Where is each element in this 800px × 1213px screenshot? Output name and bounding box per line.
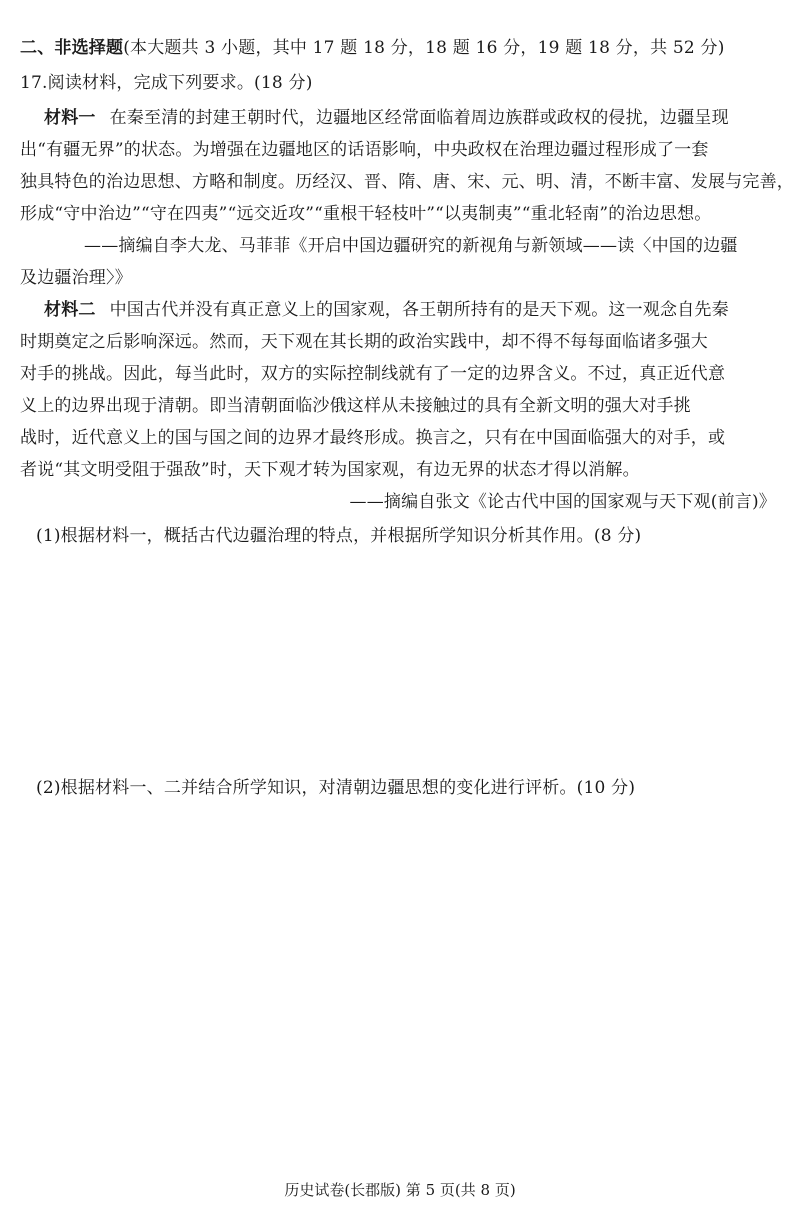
material2-line-2: 时期奠定之后影响深远。然而，天下观在其长期的政治实践中，却不得不每每面临诸多强大 — [20, 332, 708, 352]
subquestion-1: (1)根据材料一，概括古代边疆治理的特点，并根据所学知识分析其作用。(8 分) — [36, 526, 642, 546]
material1-line-3: 独具特色的治边思想、方略和制度。历经汉、晋、隋、唐、宋、元、明、清，不断丰富、发展与完善， — [20, 172, 794, 192]
material1-source-1: ——摘编自李大龙、马菲菲《开启中国边疆研究的新视角与新领域——读〈中国的边疆 — [84, 236, 738, 256]
material2-text-1: 中国古代并没有真正意义上的国家观，各王朝所持有的是天下观。这一观念自先秦 — [109, 300, 729, 320]
question-title: 17.阅读材料，完成下列要求。(18 分) — [20, 73, 313, 93]
material2-line-5: 战时，近代意义上的国与国之间的边界才最终形成。换言之，只有在中国面临强大的对手，或 — [20, 428, 726, 448]
section-header — [20, 36, 725, 60]
material2-source: ——摘编自张文《论古代中国的国家观与天下观(前言)》 — [349, 492, 776, 512]
subquestion-2: (2)根据材料一、二并结合所学知识，对清朝边疆思想的变化进行评析。(10 分) — [36, 778, 636, 798]
section-note: (本大题共 3 小题，其中 17 题 18 分，18 题 16 分，19 题 18 分，共 52 分) — [123, 38, 725, 58]
material1-line-1 — [44, 106, 729, 130]
material2-line-4: 义上的边界出现于清朝。即当清朝面临沙俄这样从未接触过的具有全新文明的强大对手挑 — [20, 396, 691, 416]
material1-label: 材料一 — [44, 108, 96, 128]
material1-line-4: 形成“守中治边”“守在四夷”“远交近攻”“重根干轻枝叶”“以夷制夷”“重北轻南”的治边思想。 — [20, 204, 712, 224]
page-footer: 历史试卷(长郡版) 第 5 页(共 8 页) — [284, 1181, 516, 1199]
material1-line-2: 出“有疆无界”的状态。为增强在边疆地区的话语影响，中央政权在治理边疆过程形成了一套 — [20, 140, 709, 160]
material1-source-2: 及边疆治理〉》 — [20, 268, 132, 288]
material1-text-1: 在秦至清的封建王朝时代，边疆地区经常面临着周边族群或政权的侵扰，边疆呈现 — [109, 108, 729, 128]
material2-line-3: 对手的挑战。因此，每当此时，双方的实际控制线就有了一定的边界含义。不过，真正近代意 — [20, 364, 726, 384]
material2-line-1 — [44, 298, 729, 322]
material2-label: 材料二 — [44, 300, 96, 320]
material2-line-6: 者说“其文明受阻于强敌”时，天下观才转为国家观，有边无界的状态才得以消解。 — [20, 460, 640, 480]
section-label: 二、非选择题 — [20, 38, 124, 58]
